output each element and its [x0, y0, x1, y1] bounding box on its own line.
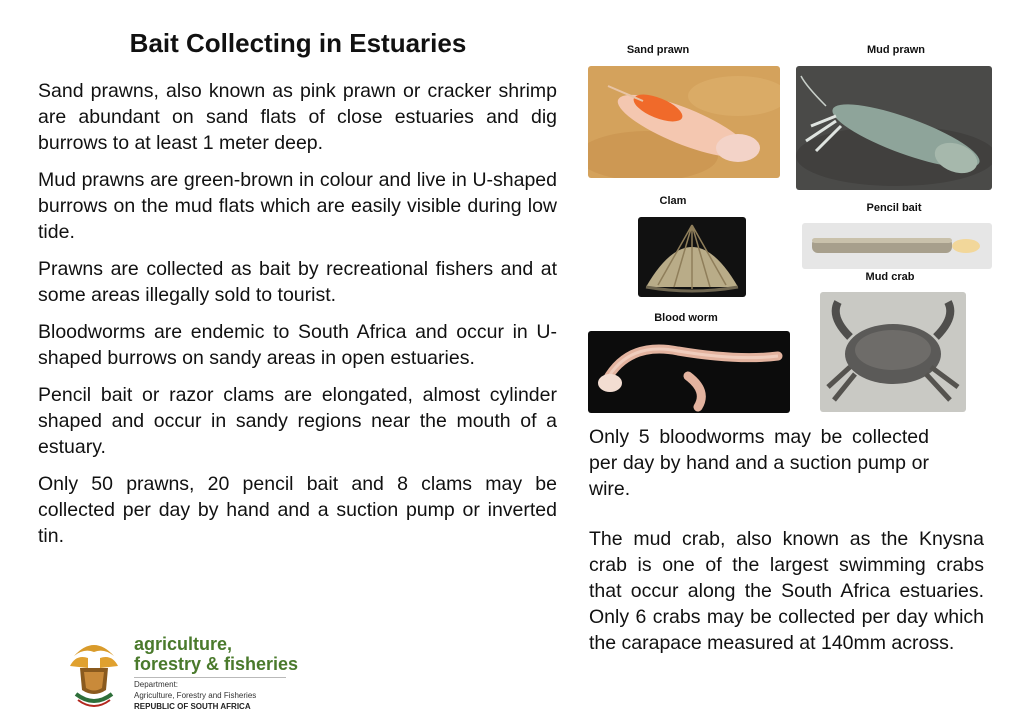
mud-prawn-caption: Mud prawn	[866, 44, 926, 56]
mud-crab-caption: Mud crab	[865, 271, 915, 283]
logo-department-label: Department:	[134, 680, 179, 689]
paragraph-mud-prawns: Mud prawns are green-brown in colour and live in U-shaped burrows on the mud flats which are easily visible during low tide.	[38, 169, 557, 243]
mud-crab-photo	[820, 292, 966, 412]
logo-country: REPUBLIC OF SOUTH AFRICA	[134, 702, 251, 711]
bloodworm-limit-text	[589, 424, 929, 502]
mud-crab-text	[589, 526, 984, 656]
clam-photo	[638, 217, 746, 297]
bloodworm-limit: Only 5 bloodworms may be collected per day by hand and a suction pump or wire.	[589, 426, 929, 500]
coat-of-arms-logo	[66, 638, 122, 710]
paragraph-limits: Only 50 prawns, 20 pencil bait and 8 clams may be collected per day by hand and a suction pump or inverted tin.	[38, 473, 557, 547]
paragraph-pencil-bait: Pencil bait or razor clams are elongated, almost cylinder shaped and occur in sandy regions near the mouth of a estuary.	[38, 384, 557, 458]
logo-line-1: agriculture,	[134, 634, 233, 654]
blood-worm-photo	[588, 331, 790, 413]
clam-caption: Clam	[659, 195, 687, 207]
sand-prawn-caption: Sand prawn	[626, 44, 690, 56]
blood-worm-caption: Blood worm	[654, 312, 718, 324]
logo-department-name: Agriculture, Forestry and Fisheries	[134, 691, 257, 700]
sand-prawn-photo	[588, 66, 780, 178]
logo-divider	[134, 677, 286, 678]
mud-crab-note: The mud crab, also known as the Knysna crab is one of the largest swimming crabs that occur along the South Africa estuaries. Only 6 crabs may be collected per day which the carapace measured at 140mm across.	[589, 528, 984, 654]
main-text	[38, 78, 557, 560]
paragraph-sand-prawns: Sand prawns, also known as pink prawn or cracker shrimp are abundant on sand flats of close estuaries and dig burrows to at least 1 meter deep.	[38, 80, 557, 154]
logo-line-2: forestry & fisheries	[134, 654, 299, 674]
paragraph-bloodworms: Bloodworms are endemic to South Africa and occur in U-shaped burrows on sandy areas in open estuaries.	[38, 321, 557, 369]
page-title: Bait Collecting in Estuaries	[129, 28, 467, 58]
pencil-bait-photo	[802, 223, 992, 269]
mud-prawn-photo	[796, 66, 992, 190]
pencil-bait-caption: Pencil bait	[866, 202, 922, 214]
paragraph-prawn-collection: Prawns are collected as bait by recreational fishers and at some areas illegally sold to tourist.	[38, 258, 557, 306]
